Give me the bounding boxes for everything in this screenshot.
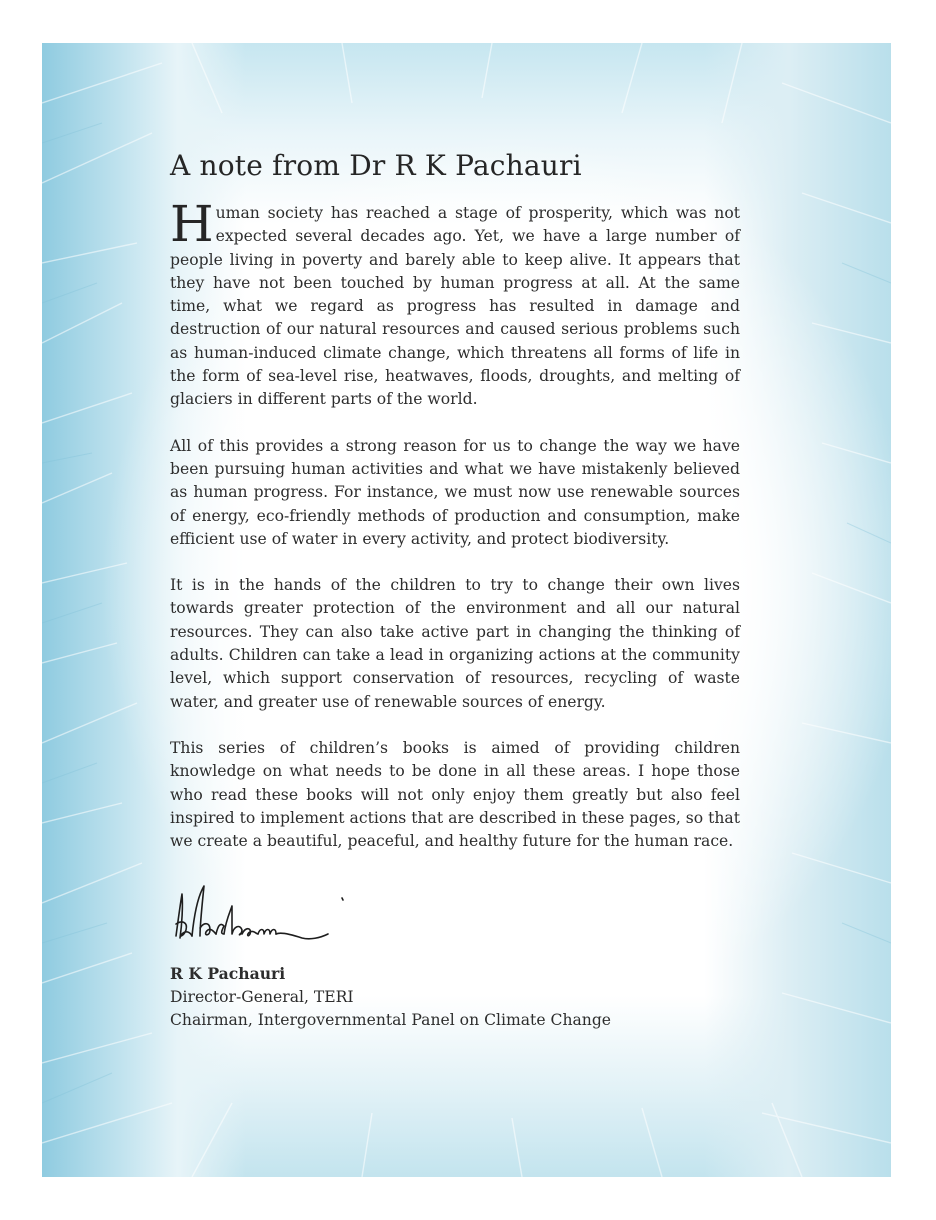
letter-content [170, 150, 740, 1032]
signature-image [170, 876, 350, 958]
signatory-block [170, 962, 740, 1032]
paragraph-3: It is in the hands of the children to try to change their own lives towards greater protection of the environment and all our natural resources. They can also take active part in changing the thinking of adults. Children can take a lead in organizing actions at the community level, which support conservation of resources, recycling of waste water, and greater use of renewable sources of energy. [170, 576, 740, 711]
paragraph-2: All of this provides a strong reason for us to change the way we have been pursuing human activities and what we have mistakenly believed as human progress. For instance, we must now use renewable sources of energy, eco-friendly methods of production and consumption, make efficient use of water in every activity, and protect biodiversity. [170, 436, 740, 548]
page-title: A note from Dr R K Pachauri [170, 149, 582, 182]
paragraph-4: This series of children’s books is aimed of providing children knowledge on what needs to be done in all these areas. I hope those who read these books will not only enjoy them greatly but also feel inspired to implement actions that are described in these pages, so that we create a beautiful, peaceful, and healthy future for the human race. [170, 738, 740, 851]
paragraph-1-text: uman society has reached a stage of prosperity, which was not expected several decades ago. Yet, we have a large number of people living in poverty and barely able to keep alive. It appears that they have not been touched by human progress at all. At the same time, what we regard as progress has resulted in damage and destruction of our natural resources and caused serious problems such as human-induced climate change, which threatens all forms of life in the form of sea-level rise, heatwaves, floods, droughts, and melting of glaciers in different parts of the world. [170, 204, 740, 409]
paragraph-1 [170, 195, 740, 412]
signatory-name: R K Pachauri [170, 964, 286, 984]
signatory-role-1: Director-General, TERI [170, 987, 354, 1006]
signatory-role-2: Chairman, Intergovernmental Panel on Climate Change [170, 1011, 612, 1030]
drop-cap: H [170, 195, 214, 253]
